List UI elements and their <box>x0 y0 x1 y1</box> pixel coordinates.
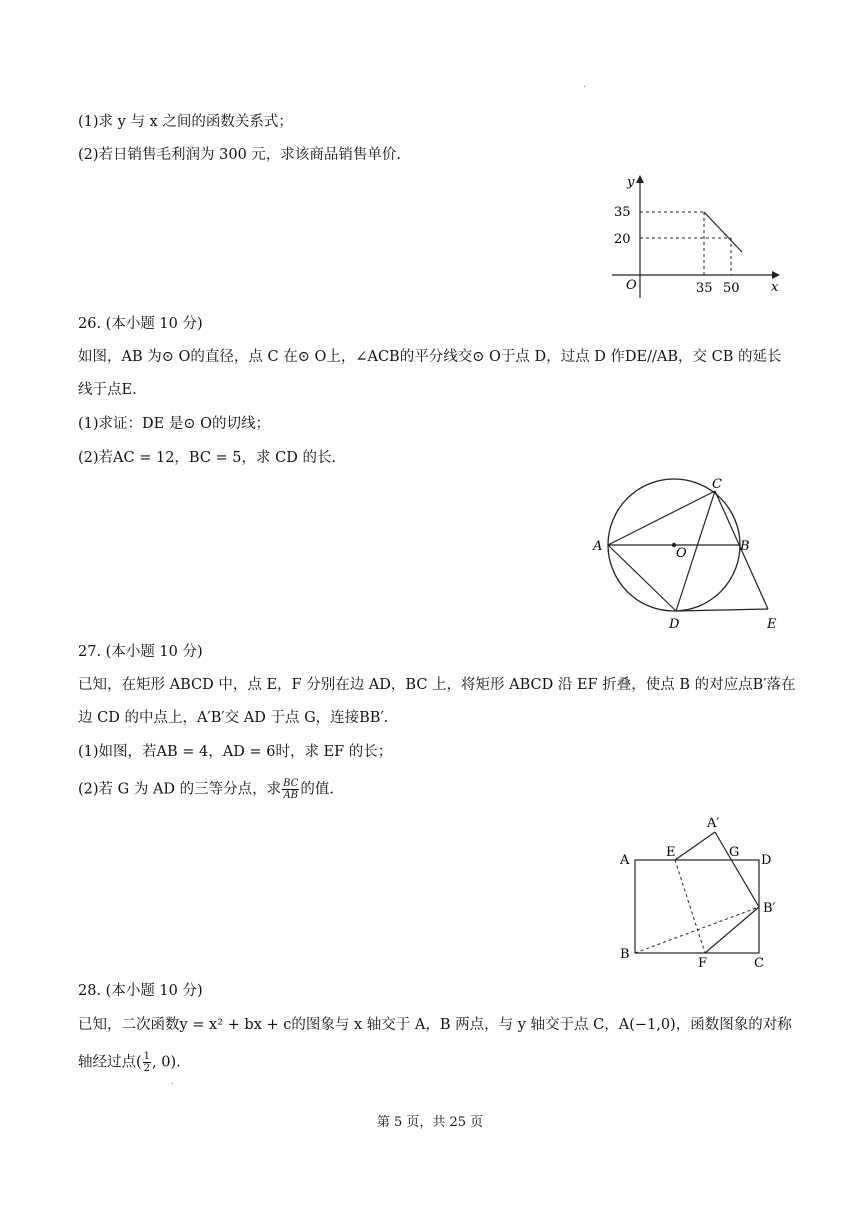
page-footer: 第 5 页，共 25 页 <box>376 1115 484 1130</box>
q25-y-tick-20: 20 <box>614 232 631 247</box>
q25-y-tick-35: 35 <box>614 205 631 220</box>
q28-fraction <box>143 1051 151 1074</box>
q28-header: 28. (本小题 10 分) <box>78 983 203 999</box>
q26-circle-figure <box>590 475 790 635</box>
q27-stem-line2: 边 CD 的中点上，A′B′交 AD 于点 G，连接BB′. <box>78 710 389 726</box>
q27-fraction <box>282 778 299 801</box>
q27-rectangle-figure <box>615 812 795 972</box>
q25-origin-label: O <box>626 278 637 293</box>
q27-label-e: E <box>666 845 676 860</box>
q25-x-axis-label: x <box>771 280 779 295</box>
q27-label-d: D <box>761 853 772 868</box>
q25-x-tick-35: 35 <box>696 281 713 296</box>
q25-function-graph <box>600 170 790 300</box>
q28-stem-line2-start: 轴经过点( <box>78 1054 142 1071</box>
q27-label-f: F <box>698 956 708 971</box>
q27-label-c: C <box>754 956 764 971</box>
q28-stem-line2-end: , 0). <box>152 1054 181 1071</box>
q26-part1: (1)求证：DE 是⊙ O的切线； <box>78 416 271 432</box>
bottom-mark: . <box>171 1077 174 1087</box>
q26-label-a: A <box>593 539 603 554</box>
q27-label-b: B <box>620 947 630 962</box>
q26-label-c: C <box>712 477 722 492</box>
q25-part2: (2)若日销售毛利润为 300 元，求该商品销售单价. <box>78 147 402 163</box>
q26-stem-line1: 如图，AB 为⊙ O的直径，点 C 在⊙ O上，∠ACB的平分线交⊙ O于点 D，过点 D 作DE//AB，交 CB 的延长 <box>78 349 782 365</box>
q27-part2 <box>78 778 334 801</box>
q26-label-b: B <box>740 539 750 554</box>
q26-part2: (2)若AC = 12，BC = 5，求 CD 的长. <box>78 450 337 466</box>
q27-fraction-num: BC <box>283 778 299 789</box>
q26-label-o: O <box>676 546 687 561</box>
q27-label-a: A <box>620 853 630 868</box>
q26-header: 26. (本小题 10 分) <box>78 316 203 332</box>
q27-label-b-prime: B′ <box>763 901 776 916</box>
q27-stem-line1: 已知，在矩形 ABCD 中，点 E，F 分别在边 AD，BC 上，将矩形 ABCD 沿 EF 折叠，使点 B 的对应点B′落在 <box>78 677 796 693</box>
q25-x-tick-50: 50 <box>723 281 740 296</box>
q27-part2-text: (2)若 G 为 AD 的三等分点，求 <box>78 781 282 798</box>
q25-y-axis-label: y <box>627 175 635 190</box>
q26-label-e: E <box>767 617 777 632</box>
q28-stem-line1: 已知，二次函数y = x² + bx + c的图象与 x 轴交于 A，B 两点，与 y 轴交于点 C，A(−1,0)，函数图象的对称 <box>78 1017 792 1033</box>
q27-header: 27. (本小题 10 分) <box>78 644 203 660</box>
q27-label-a-prime: A′ <box>707 816 720 831</box>
q27-part1: (1)如图，若AB = 4，AD = 6时，求 EF 的长； <box>78 744 393 760</box>
q28-fraction-den: 2 <box>143 1063 151 1074</box>
q27-fraction-den: AB <box>283 790 299 801</box>
q27-label-g: G <box>729 845 740 860</box>
q27-part2-end: 的值. <box>300 781 334 798</box>
q26-label-d: D <box>669 617 680 632</box>
q28-fraction-num: 1 <box>143 1051 151 1062</box>
top-mark: . <box>583 80 586 90</box>
q25-part1: (1)求 y 与 x 之间的函数关系式； <box>78 114 293 130</box>
q28-stem-line2 <box>78 1051 181 1074</box>
q26-stem-line2: 线于点E. <box>78 382 137 398</box>
